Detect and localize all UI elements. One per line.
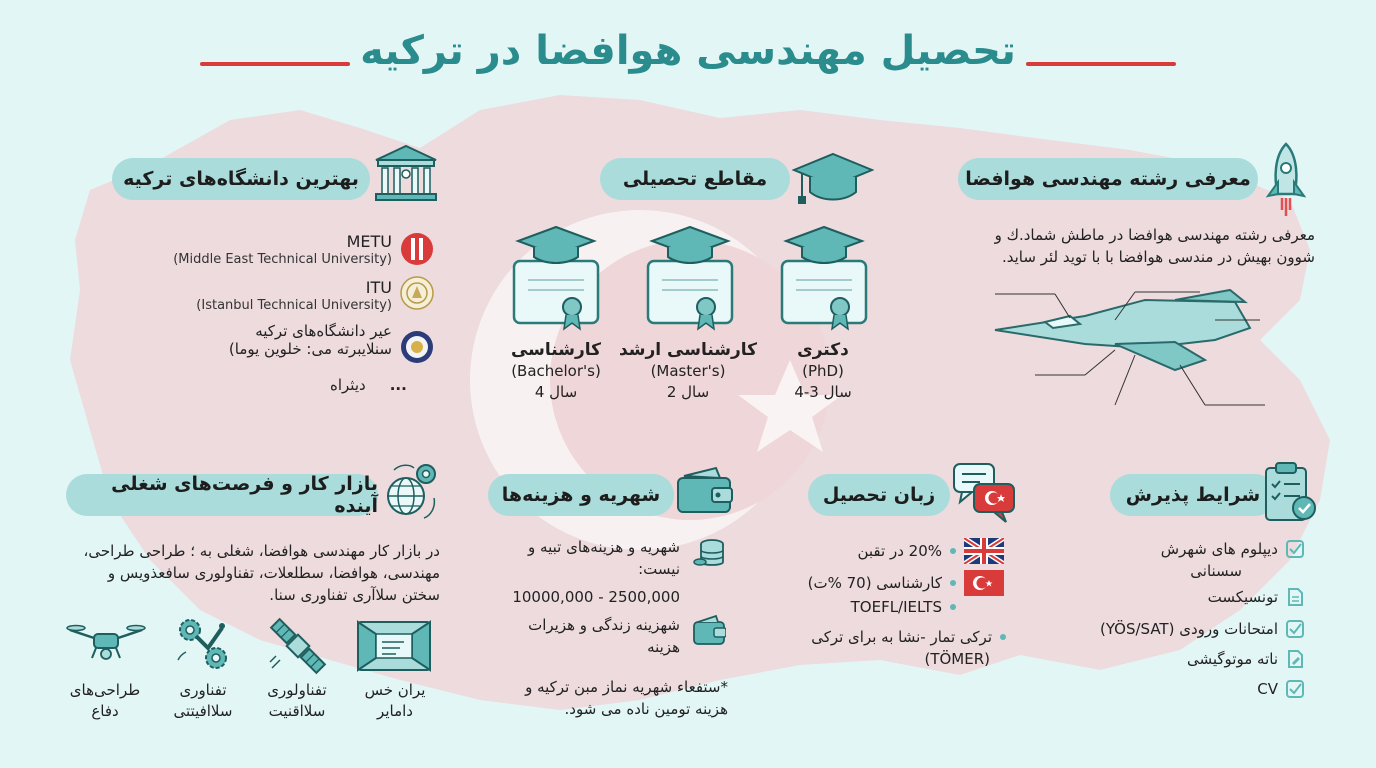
admission-item <box>1257 680 1304 698</box>
admission-item <box>1187 650 1304 668</box>
tuition-note-line: *ستفعاء شهریه نماز مبن ترکیه و <box>525 678 728 696</box>
metu-logo-icon <box>400 232 434 266</box>
university-name: ... <box>389 376 407 394</box>
jet-diagram <box>975 280 1275 415</box>
tuition-line: شهزینه زندگی و هزیرات <box>528 616 680 634</box>
checkbox-icon <box>1286 540 1304 558</box>
tuition-note-line: هزینه تومین ناده می شود. <box>564 700 728 718</box>
language-heading: زبان تحصیل <box>808 474 950 516</box>
degree-name: کارشناسی <box>510 340 601 360</box>
language-item-label: (TÖMER) <box>924 650 990 668</box>
edit-document-icon <box>1286 650 1304 668</box>
degree-name: دکتری <box>797 340 849 360</box>
drone-icon <box>66 620 146 666</box>
uk-flag-icon <box>964 538 1004 564</box>
degree-name: کارشناسی ارشد <box>618 340 758 360</box>
intro-line: شوون بهیش در مندسی هوافضا با با تويد لئر ساید. <box>1001 248 1315 266</box>
diploma-master-icon <box>644 225 736 333</box>
language-item-label: کارشناسی (70 %ت) <box>807 574 942 592</box>
admission-item <box>1208 588 1304 606</box>
job-label: تفناوری <box>179 681 227 699</box>
title-underline-right <box>1026 62 1176 66</box>
job-label: دفاع <box>91 702 119 720</box>
diploma-phd-icon <box>778 225 870 333</box>
tuition-line: نیست: <box>638 560 680 578</box>
university-seal-icon <box>400 330 434 364</box>
coins-icon <box>692 536 726 570</box>
university-name: ITU <box>365 278 392 297</box>
careers-heading: بازار کار و فرصت‌های شغلی آینده <box>66 474 378 516</box>
bullet-icon <box>1000 634 1006 640</box>
title-underline-left <box>200 62 350 66</box>
admission-heading: شرایط پذیرش <box>1110 474 1276 516</box>
wind-tunnel-icon <box>356 620 432 672</box>
degree-en: (PhD) <box>802 362 844 380</box>
careers-line: مهندسی، هوافضا، سطلعلات، تفناولوری سافعذویس و <box>107 564 440 582</box>
language-item <box>851 598 956 616</box>
degrees-heading: مقاطع تحصیلی <box>600 158 790 200</box>
page-title: تحصیل مهندسی هوافضا در ترکیه <box>360 28 1016 74</box>
job-label: سلاافیتتی <box>173 702 233 720</box>
job-label: تفناولوری <box>267 681 327 699</box>
university-itu[interactable] <box>150 278 392 315</box>
university-other[interactable] <box>150 322 392 358</box>
bullet-icon <box>950 604 956 610</box>
language-item-label: ترکی تمار -نشا به برای ترکی <box>811 628 992 646</box>
tuition-text <box>480 536 680 658</box>
speech-bubbles-icon <box>952 460 1018 526</box>
language-item <box>808 570 1004 596</box>
turkey-flag-icon <box>964 570 1004 596</box>
degree-phd <box>758 340 888 403</box>
university-sub: دیثراه <box>330 376 366 394</box>
university-building-icon <box>372 142 440 204</box>
satellite-icon <box>266 616 330 676</box>
tuition-line: هزینه <box>647 638 680 656</box>
diploma-bachelor-icon <box>510 225 602 333</box>
admission-item <box>1100 620 1304 638</box>
wallet-icon <box>676 466 734 516</box>
universities-heading: بهترین دانشگاه‌های ترکیه <box>112 158 370 200</box>
language-item-continued <box>924 650 990 668</box>
university-name: METU <box>346 232 392 251</box>
itu-logo-icon <box>400 276 434 310</box>
checkbox-icon <box>1286 620 1304 638</box>
admission-item-label: دیپلوم های شهرش <box>1160 540 1278 558</box>
university-sub: (Istanbul Technical University) <box>196 298 392 313</box>
admission-item-label: CV <box>1257 680 1278 698</box>
document-icon <box>1286 588 1304 606</box>
job-defense <box>40 680 170 722</box>
job-label: دامایر <box>377 702 413 720</box>
careers-text <box>56 540 440 606</box>
degree-duration: 4-3 سال <box>794 383 852 401</box>
clipboard-checklist-icon <box>1262 460 1318 524</box>
wallet-small-icon <box>692 614 726 646</box>
degree-en: (Master's) <box>650 362 726 380</box>
job-label: یران خس <box>364 681 426 699</box>
graduation-cap-icon <box>792 150 874 208</box>
intro-text <box>955 224 1315 268</box>
university-name: عیر دانشگاه‌های ترکیه <box>255 322 392 340</box>
language-item-label: 20% در تقبن <box>857 542 942 560</box>
degree-bachelor <box>491 340 621 403</box>
language-item <box>857 538 1004 564</box>
degree-duration: 2 سال <box>666 383 710 401</box>
degree-master <box>618 340 758 403</box>
careers-line: سختن سلاآری تفناوری سنا. <box>269 586 440 604</box>
admission-item-label: تونسیکست <box>1207 588 1278 606</box>
bullet-icon <box>950 580 956 586</box>
intro-heading: معرفی رشته مهندسی هوافضا <box>958 158 1258 200</box>
tuition-heading: شهریه و هزینه‌ها <box>488 474 674 516</box>
job-label: طراحی‌های <box>69 681 141 699</box>
admission-item <box>1161 540 1304 558</box>
university-more <box>330 376 407 394</box>
tuition-amount: 2500,000 - 10000,000 <box>512 588 680 606</box>
gears-robot-arm-icon <box>172 614 234 676</box>
degree-en: (Bachelor's) <box>511 362 601 380</box>
language-item <box>811 628 1006 646</box>
admission-item-label: ناته موتوگیشی <box>1187 650 1278 668</box>
admission-item-label: امتحانات ورودی (YÖS/SAT) <box>1099 620 1278 638</box>
tuition-line: شهریه و هزینه‌های تبیه و <box>528 538 680 556</box>
admission-item-label: سسنانی <box>1190 562 1242 580</box>
careers-line: در بازار کار مهندسی هوافضا، شغلی به ؛ طراحی طراحی، <box>83 542 440 560</box>
rocket-icon <box>1262 140 1310 218</box>
language-item-label: TOEFL/IELTS <box>850 598 942 616</box>
checkbox-icon <box>1286 680 1304 698</box>
admission-item-continued <box>1190 562 1242 580</box>
bullet-icon <box>950 548 956 554</box>
university-sub: سنلایبرته می: خلوین یوما) <box>228 340 392 358</box>
globe-gear-icon <box>380 458 442 524</box>
intro-line: معرفی رشته مهندسی هوافضا در ماطش شماد.ك و <box>994 226 1315 244</box>
job-label: سلااقنیت <box>268 702 326 720</box>
university-sub: (Middle East Technical University) <box>173 252 392 267</box>
tuition-note <box>480 676 728 720</box>
university-metu[interactable] <box>150 232 392 269</box>
degree-duration: 4 سال <box>534 383 578 401</box>
